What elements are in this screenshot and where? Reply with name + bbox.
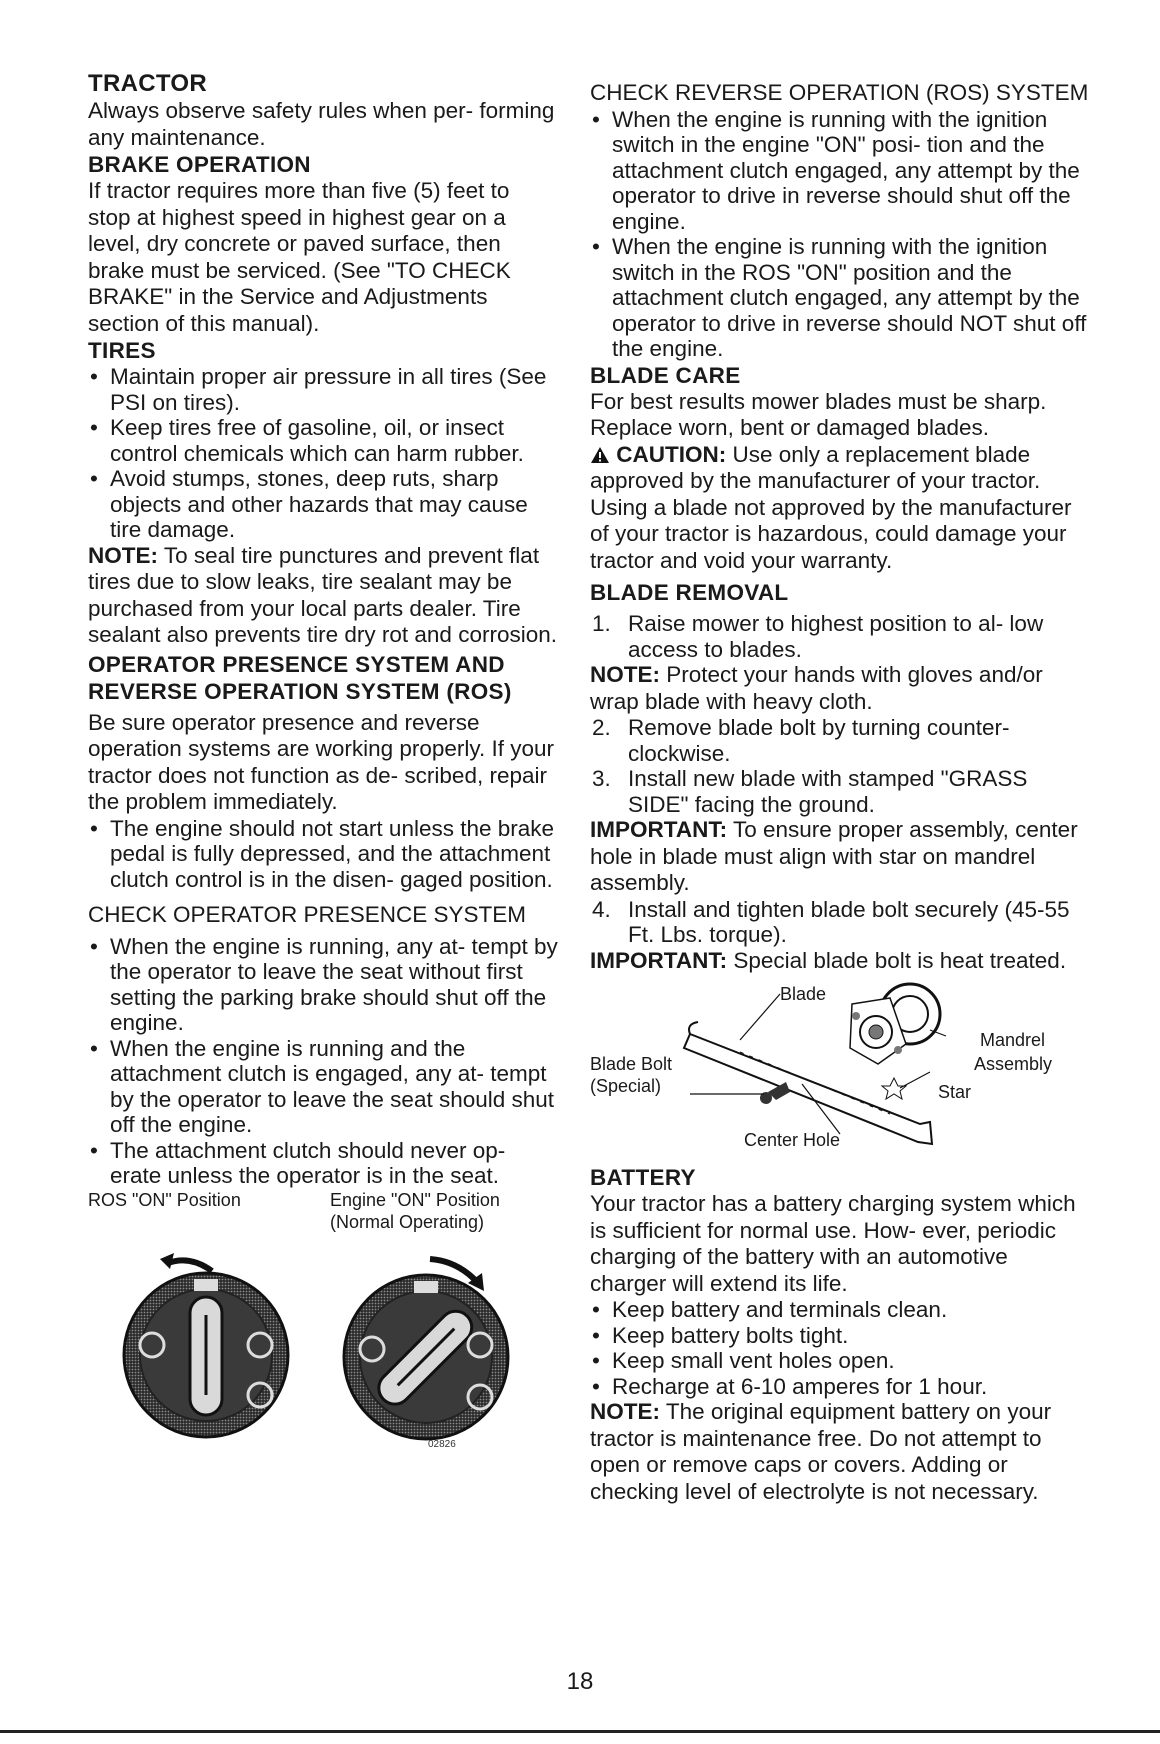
blade-removal-steps-2 [590,715,1090,817]
step-number: 1. [592,611,611,636]
list-item: • When the engine is running, any at- tempt by the operator to leave the seat without first setting the parking brake should shut off the engine. [88,934,558,1036]
blade-care-heading: BLADE CARE [590,362,741,388]
important-label: IMPORTANT: [590,947,728,973]
tires-heading: TIRES [88,338,156,363]
center-hole-label: Center Hole [744,1130,841,1150]
blade-removal-steps-1 [590,611,1090,662]
list-item: • Avoid stumps, stones, deep ruts, sharp objects and other hazards that may cause tire damage. [88,466,558,543]
blade-bolt-label: Blade Bolt [590,1054,673,1074]
list-item [590,897,1090,948]
step-text: Raise mower to highest position to al- low access to blades. [628,611,1044,662]
tires-note-text: To seal tire punctures and prevent flat tires due to slow leaks, tire sealant may be purchased from your local parts dealer. Tire sealant also prevents tire dry rot and corrosion. [88,542,557,647]
blade-removal-heading: BLADE REMOVAL [590,580,789,605]
battery-text: Your tractor has a battery charging system which is sufficient for normal use. How- ever, periodic charging of the battery with an automotive charger will extend its life. [590,1191,1076,1296]
battery-note [590,1399,1090,1505]
list-item: • Keep battery bolts tight. [590,1323,1090,1349]
list-item: • When the engine is running with the ignition switch in the engine "ON" posi- tion and the attachment clutch engaged, any attempt by the operator to drive in reverse should shut off the engine. [590,107,1090,235]
important-text: Special blade bolt is heat treated. [733,947,1067,973]
list-item: • The attachment clutch should never op- erate unless the operator is in the seat. [88,1138,558,1189]
step-text: Remove blade bolt by turning counter- clockwise. [628,715,1010,766]
blade-removal-steps-3 [590,897,1090,948]
ignition-knob-ros-icon [110,1245,330,1445]
ignition-knob-engine-icon [308,1245,548,1455]
engine-on-caption: Engine "ON" Position [330,1189,500,1210]
caution-block [590,442,1090,575]
check-ros-heading: CHECK REVERSE OPERATION (ROS) SYSTEM [590,80,1089,105]
ignition-knob-captions [88,1189,558,1245]
list-item: • Maintain proper air pressure in all tires (See PSI on tires). [88,364,558,415]
list-item: • The engine should not start unless the brake pedal is fully depressed, and the attachment clutch control is in the disen- gaged position. [88,816,558,893]
tractor-intro: Always observe safety rules when per- forming any maintenance. [88,98,555,150]
operator-presence-list [88,816,558,893]
important-text: To ensure proper assembly, center hole in blade must align with star on mandrel assembly. [590,817,1078,895]
knob-code: 02826 [428,1438,456,1450]
ros-on-caption: ROS "ON" Position [88,1189,241,1210]
list-item [590,611,1090,662]
blade-assembly-diagram [590,974,1070,1154]
brake-operation-heading: BRAKE OPERATION [88,152,311,177]
check-operator-presence-list [88,934,558,1189]
list-item: • Keep battery and terminals clean. [590,1297,1090,1323]
battery-heading: BATTERY [590,1165,696,1190]
battery-list [590,1297,1090,1399]
blade-label: Blade [780,984,827,1004]
assembly-label: Assembly [974,1054,1053,1074]
ignition-knobs-illustration [88,1245,558,1455]
tires-list [88,364,558,543]
operator-presence-heading: OPERATOR PRESENCE SYSTEM AND REVERSE OPERATION SYSTEM (ROS) [88,651,512,704]
tires-note [88,543,558,649]
operator-presence-text: Be sure operator presence and reverse operation systems are working properly. If your tractor does not function as de- scribed, repair the problem immediately. [88,709,555,814]
battery-note-text: The original equipment battery on your tractor is maintenance free. Do not attempt to open or remove caps or covers. Adding or checking level of electrolyte is not necessary. [590,1399,1052,1504]
left-column [88,70,558,1455]
check-operator-presence-heading: CHECK OPERATOR PRESENCE SYSTEM [88,902,527,927]
tractor-heading: TRACTOR [88,70,207,97]
warning-triangle-icon [590,446,610,464]
brake-operation-text: If tractor requires more than five (5) feet to stop at highest speed in highest gear on a level, dry concrete or paved surface, then brake must be serviced. (See "TO CHECK BRAKE" in the Service and Adjustments section of this manual). [88,178,511,336]
list-item: • When the engine is running and the attachment clutch is engaged, any at- tempt by the operator to leave the seat should shut off the engine. [88,1036,558,1138]
caution-text: Use only a replacement blade approved by the manufacturer of your tractor. Using a blade not approved by the manufacturer of your tractor is hazardous, could damage your tractor and void your warranty. [590,441,1072,573]
blade-care-text: For best results mower blades must be sharp. Replace worn, bent or damaged blades. [590,388,1047,440]
note-label: NOTE: [88,542,158,568]
page-number: 18 [566,1668,594,1695]
special-label: (Special) [590,1076,662,1096]
list-item: • Keep small vent holes open. [590,1348,1090,1374]
list-item: • Keep tires free of gasoline, oil, or insect control chemicals which can harm rubber. [88,415,558,466]
bottom-rule [0,1730,1160,1733]
mandrel-label: Mandrel [980,1030,1046,1050]
important-label: IMPORTANT: [590,817,728,842]
step-text: Install and tighten blade bolt securely (45-55 Ft. Lbs. torque). [628,896,1070,947]
step1-note [590,662,1090,715]
list-item: • When the engine is running with the ignition switch in the ROS "ON" position and the attachment clutch engaged, any attempt by the operator to drive in reverse should NOT shut off the engine. [590,234,1090,362]
note-label: NOTE: [590,662,660,687]
caution-label: CAUTION: [616,441,727,467]
list-item [590,766,1090,817]
step-text: Install new blade with stamped "GRASS SIDE" facing the ground. [628,766,1028,817]
important-block-1 [590,817,1090,897]
normal-operating-caption: (Normal Operating) [330,1211,485,1232]
list-item: • Recharge at 6-10 amperes for 1 hour. [590,1374,1090,1400]
step-number: 2. [592,715,611,740]
important-block-2 [590,948,1090,975]
step1-note-text: Protect your hands with gloves and/or wrap blade with heavy cloth. [590,662,1043,714]
check-ros-list [590,107,1090,362]
list-item [590,715,1090,766]
star-label: Star [938,1082,972,1102]
note-label: NOTE: [590,1399,660,1424]
step-number: 4. [592,896,611,922]
right-column [590,70,1090,1505]
step-number: 3. [592,766,611,791]
